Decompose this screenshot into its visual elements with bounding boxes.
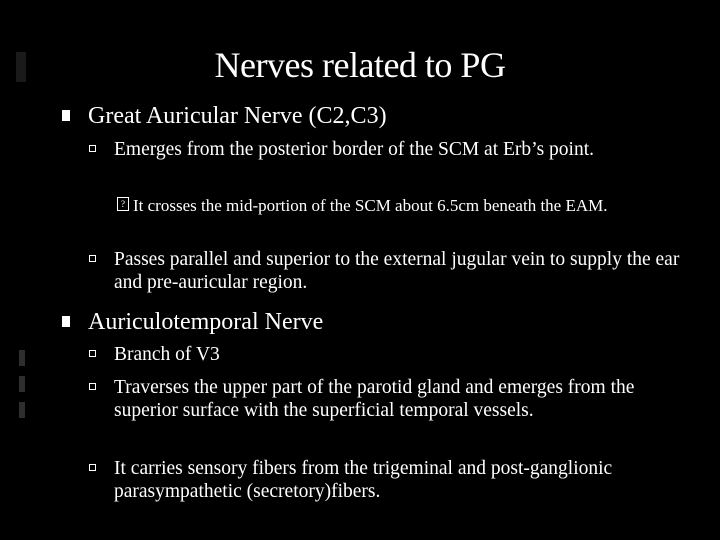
section-heading-auriculotemporal: Auriculotemporal Nerve <box>88 309 324 335</box>
slide-title: Nerves related to PG <box>214 45 506 85</box>
level2-bullet-icon <box>89 145 96 152</box>
list-item: It carries sensory fibers from the trigeminal and post-ganglionic parasympathetic (secretory)fibers. <box>114 458 613 502</box>
decor-block-3 <box>19 402 25 418</box>
list-item: Passes parallel and superior to the external jugular vein to supply the ear and pre-auricular region. <box>114 249 680 293</box>
list-item: Traverses the upper part of the parotid gland and emerges from the superior surface with the superficial temporal vessels. <box>114 377 635 421</box>
list-item: It crosses the mid-portion of the SCM about 6.5cm beneath the EAM. <box>133 196 608 215</box>
level1-bullet-icon <box>62 110 70 121</box>
list-item: Branch of V3 <box>114 344 220 365</box>
level2-bullet-icon <box>89 383 96 390</box>
level3-bullet-icon: ? <box>117 197 129 211</box>
list-item: Emerges from the posterior border of the SCM at Erb’s point. <box>114 139 595 160</box>
level2-bullet-icon <box>89 255 96 262</box>
level2-bullet-icon <box>89 350 96 357</box>
decor-block-2 <box>19 376 25 392</box>
decor-block-1 <box>19 350 25 366</box>
level2-bullet-icon <box>89 464 96 471</box>
level1-bullet-icon <box>62 316 70 327</box>
section-heading-great-auricular: Great Auricular Nerve (C2,C3) <box>88 103 387 129</box>
